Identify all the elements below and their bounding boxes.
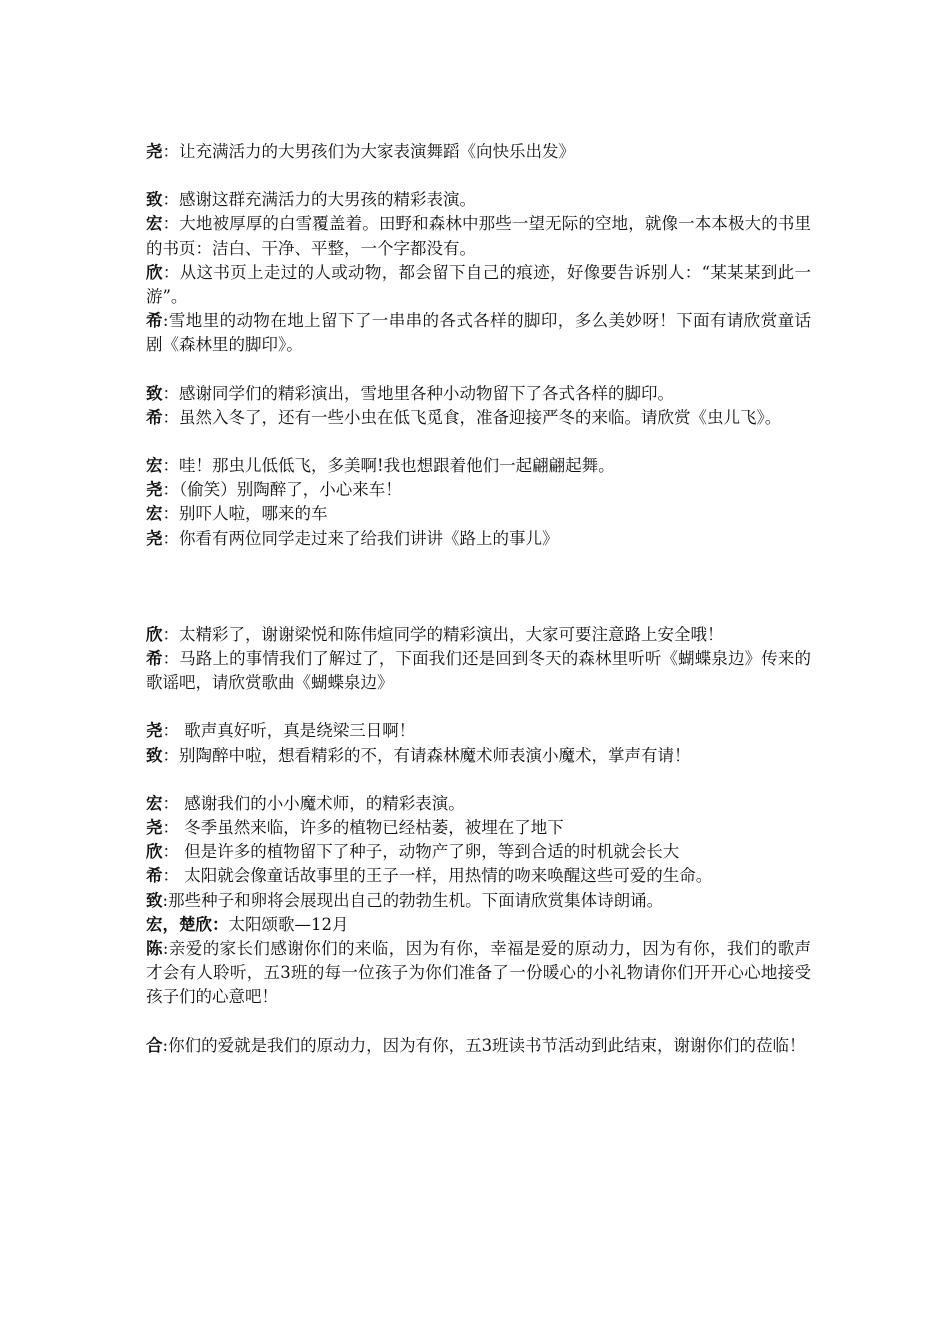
speaker: 欣 <box>146 262 163 282</box>
script-line: 致:那些种子和卵将会展现出自己的勃勃生机。下面请欣赏集体诗朗诵。 <box>146 890 664 910</box>
speaker: 尧 <box>146 528 163 548</box>
speaker: 宏 <box>146 793 163 813</box>
script-line: 宏：哇！那虫儿低低飞，多美啊!我也想跟着他们一起翩翩起舞。 <box>146 456 615 476</box>
script-line: 致：感谢同学们的精彩演出，雪地里各种小动物留下了各式各样的脚印。 <box>146 383 674 403</box>
script-line: 宏：大地被厚厚的白雪覆盖着。田野和森林中那些一望无际的空地，就像一本本极大的书里的书页：洁白、干净、平整，一个字都没有。 <box>146 214 812 258</box>
line-text: 感谢同学们的精彩演出，雪地里各种小动物留下了各式各样的脚印。 <box>179 383 674 403</box>
line-text: 太阳就会像童话故事里的王子一样，用热情的吻来唤醒这些可爱的生命。 <box>184 866 713 886</box>
line-text: 但是许多的植物留下了种子，动物产了卵，等到合适的时机就会长大 <box>184 842 680 862</box>
script-line: 宏，楚欣：太阳颂歌—12月 <box>146 914 349 934</box>
speaker: 宏 <box>146 456 163 476</box>
blank-line <box>146 164 811 188</box>
blank-line <box>146 430 811 454</box>
speaker: 希 <box>146 311 163 331</box>
line-text: 那些种子和卵将会展现出自己的勃勃生机。下面请欣赏集体诗朗诵。 <box>168 890 664 910</box>
line-text: 别陶醉中啦，想看精彩的不，有请森林魔术师表演小魔术，掌声有请！ <box>179 745 691 765</box>
line-text: 你看有两位同学走过来了给我们讲讲《路上的事儿》 <box>179 528 559 548</box>
blank-line <box>146 768 811 792</box>
script-line: 宏：别吓人啦，哪来的车 <box>146 504 328 524</box>
script-line: 希:雪地里的动物在地上留下了一串串的各式各样的脚印，多么美妙呀！下面有请欣赏童话剧《森林里的脚印》。 <box>146 311 812 355</box>
speaker: 宏 <box>146 504 163 524</box>
line-text: 太精彩了，谢谢梁悦和陈伟煊同学的精彩演出，大家可要注意路上安全哦！ <box>179 624 724 644</box>
script-line: 致：感谢这群充满活力的大男孩的精彩表演。 <box>146 190 476 210</box>
line-text: 你们的爱就是我们的原动力，因为有你，五3班读书节活动到此结束，谢谢你们的莅临！ <box>168 1035 806 1055</box>
line-text: 大地被厚厚的白雪覆盖着。田野和森林中那些一望无际的空地，就像一本本极大的书里的书页：洁白、干净、平整，一个字都没有。 <box>146 214 812 258</box>
speaker: 希 <box>146 649 163 669</box>
script-line: 希：虽然入冬了，还有一些小虫在低飞觅食，准备迎接严冬的来临。请欣赏《虫儿飞》。 <box>146 407 782 427</box>
script-line: 尧：（偷笑）别陶醉了，小心来车！ <box>146 480 402 500</box>
speaker: 致 <box>146 383 163 403</box>
line-text: 哇！那虫儿低低飞，多美啊!我也想跟着他们一起翩翩起舞。 <box>179 456 615 476</box>
line-text: 别吓人啦，哪来的车 <box>179 504 328 524</box>
blank-line <box>146 551 811 623</box>
speaker: 尧 <box>146 721 163 741</box>
script-line: 欣： 但是许多的植物留下了种子，动物产了卵，等到合适的时机就会长大 <box>146 842 680 862</box>
line-text: 感谢这群充满活力的大男孩的精彩表演。 <box>179 190 476 210</box>
speaker: 尧 <box>146 818 163 838</box>
script-line: 尧： 歌声真好听，真是绕梁三日啊！ <box>146 721 416 741</box>
script-line: 合:你们的爱就是我们的原动力，因为有你，五3班读书节活动到此结束，谢谢你们的莅临！ <box>146 1035 806 1055</box>
speaker: 致 <box>146 190 163 210</box>
speaker: 致 <box>146 745 163 765</box>
line-text: 马路上的事情我们了解过了，下面我们还是回到冬天的森林里听听《蝴蝶泉边》传来的歌谣吧，请欣赏歌曲《蝴蝶泉边》 <box>146 649 812 693</box>
speaker: 尧 <box>146 142 163 161</box>
line-text: 从这书页上走过的人或动物，都会留下自己的痕迹，好像要告诉别人：“某某某到此一游”。 <box>146 262 812 307</box>
line-text: 冬季虽然来临，许多的植物已经枯萎，被埋在了地下 <box>184 818 564 838</box>
script-line: 陈:亲爱的家长们感谢你们的来临，因为有你，幸福是爱的原动力，因为有你，我们的歌声才会有人聆听，五3班的每一位孩子为你们准备了一份暖心的小礼物请你们开开心心地接受孩子们的心意吧！ <box>146 939 812 1007</box>
script-line: 欣：从这书页上走过的人或动物，都会留下自己的痕迹，好像要告诉别人：“某某某到此一游”。 <box>146 262 812 307</box>
blank-line <box>146 358 811 382</box>
line-text: 亲爱的家长们感谢你们的来临，因为有你，幸福是爱的原动力，因为有你，我们的歌声才会有人聆听，五3班的每一位孩子为你们准备了一份暖心的小礼物请你们开开心心地接受孩子们的心意吧！ <box>146 939 812 1007</box>
line-text: （偷笑）别陶醉了，小心来车！ <box>179 480 402 500</box>
script-line: 希： 太阳就会像童话故事里的王子一样，用热情的吻来唤醒这些可爱的生命。 <box>146 866 713 886</box>
script-line: 尧： 冬季虽然来临，许多的植物已经枯萎，被埋在了地下 <box>146 818 564 838</box>
line-text: 雪地里的动物在地上留下了一串串的各式各样的脚印，多么美妙呀！下面有请欣赏童话剧《森林里的脚印》。 <box>146 311 812 355</box>
script-line: 宏： 感谢我们的小小魔术师，的精彩表演。 <box>146 793 465 813</box>
script-line: 欣：太精彩了，谢谢梁悦和陈伟煊同学的精彩演出，大家可要注意路上安全哦！ <box>146 624 724 644</box>
script-line: 尧：让充满活力的大男孩们为大家表演舞蹈《向快乐出发》 <box>146 142 575 161</box>
blank-line <box>146 1010 811 1034</box>
line-text: 虽然入冬了，还有一些小虫在低飞觅食，准备迎接严冬的来临。请欣赏《虫儿飞》。 <box>179 407 782 427</box>
line-text: 太阳颂歌—12月 <box>228 914 349 934</box>
document-body <box>146 140 811 1058</box>
speaker: 欣 <box>146 624 163 644</box>
speaker: 合 <box>146 1035 163 1055</box>
speaker: 希 <box>146 407 163 427</box>
script-line: 希：马路上的事情我们了解过了，下面我们还是回到冬天的森林里听听《蝴蝶泉边》传来的歌谣吧，请欣赏歌曲《蝴蝶泉边》 <box>146 649 812 693</box>
speaker: 尧 <box>146 480 163 500</box>
blank-line <box>146 695 811 719</box>
line-text: 让充满活力的大男孩们为大家表演舞蹈《向快乐出发》 <box>179 142 575 161</box>
speaker: 陈 <box>146 939 163 959</box>
speaker: 希 <box>146 866 163 886</box>
script-line: 尧：你看有两位同学走过来了给我们讲讲《路上的事儿》 <box>146 528 559 548</box>
script-line: 致：别陶醉中啦，想看精彩的不，有请森林魔术师表演小魔术，掌声有请！ <box>146 745 691 765</box>
speaker: 宏，楚欣 <box>146 914 212 934</box>
speaker: 宏 <box>146 214 163 234</box>
speaker: 致 <box>146 890 163 910</box>
speaker: 欣 <box>146 842 163 862</box>
line-text: 感谢我们的小小魔术师，的精彩表演。 <box>184 793 465 813</box>
line-text: 歌声真好听，真是绕梁三日啊！ <box>184 721 416 741</box>
